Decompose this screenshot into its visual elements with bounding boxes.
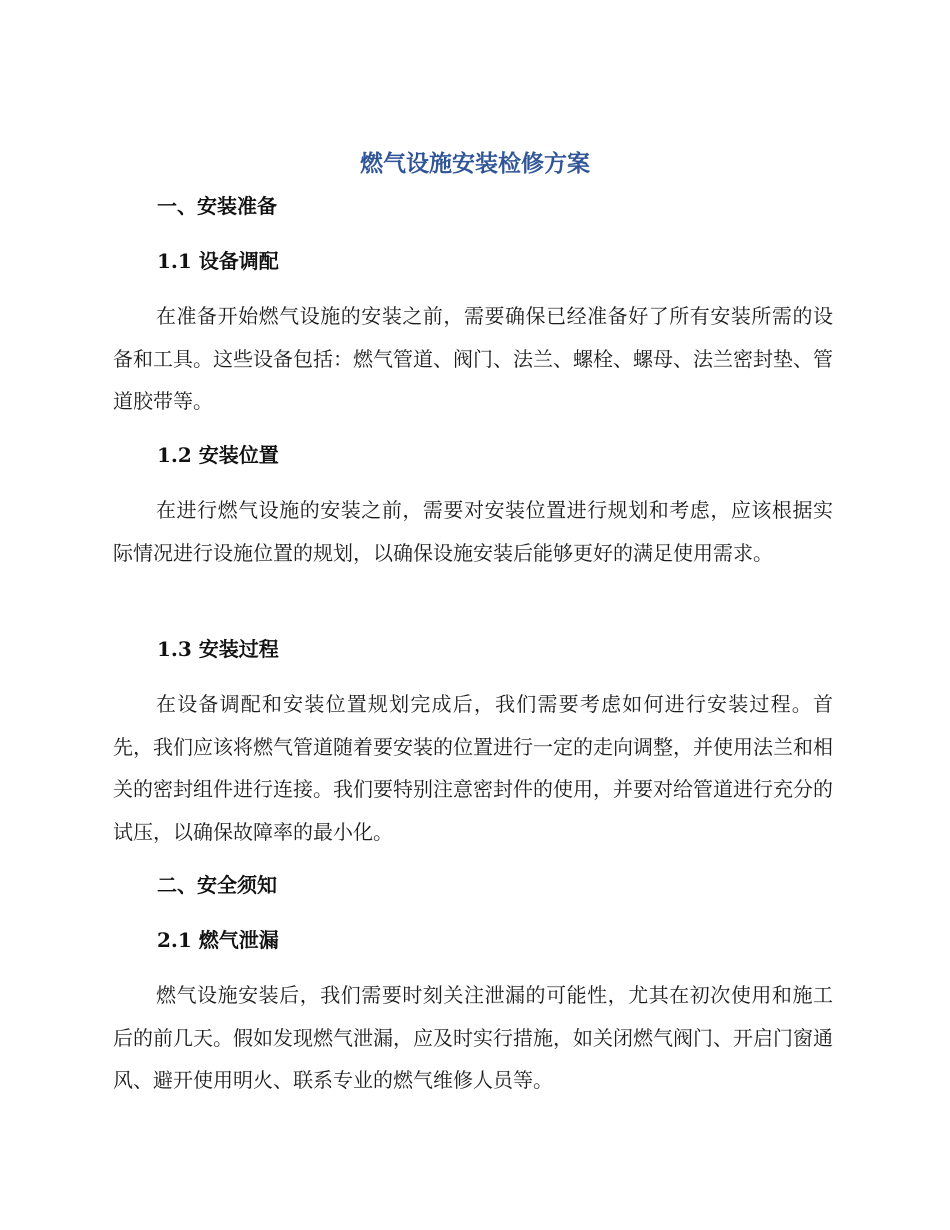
subsection-heading-location: 1.2 安装位置 bbox=[157, 443, 279, 467]
subsection-heading-process: 1.3 安装过程 bbox=[157, 637, 279, 661]
subsection-heading-gas-leak: 2.1 燃气泄漏 bbox=[157, 928, 279, 952]
paragraph-equipment: 在准备开始燃气设施的安装之前，需要确保已经准备好了所有安装所需的设备和工具。这些设备包括：燃气管道、阀门、法兰、螺栓、螺母、法兰密封垫、管道胶带等。 bbox=[113, 304, 833, 413]
paragraph-gas-leak: 燃气设施安装后，我们需要时刻关注泄漏的可能性，尤其在初次使用和施工后的前几天。假如发现燃气泄漏，应及时实行措施，如关闭燃气阀门、开启门窗通风、避开使用明火、联系专业的燃气维修人员等。 bbox=[113, 983, 833, 1092]
subsection-heading-equipment: 1.1 设备调配 bbox=[157, 249, 279, 273]
section-heading-safety: 二、安全须知 bbox=[157, 873, 277, 897]
paragraph-location: 在进行燃气设施的安装之前，需要对安装位置进行规划和考虑，应该根据实际情况进行设施位置的规划，以确保设施安装后能够更好的满足使用需求。 bbox=[113, 498, 833, 565]
document-title: 燃气设施安装检修方案 bbox=[360, 151, 590, 177]
paragraph-process: 在设备调配和安装位置规划完成后，我们需要考虑如何进行安装过程。首先，我们应该将燃气管道随着要安装的位置进行一定的走向调整，并使用法兰和相关的密封组件进行连接。我们要特别注意密封件的使用，并要对给管道进行充分的试压，以确保故障率的最小化。 bbox=[113, 692, 833, 844]
section-heading-installation-prep: 一、安装准备 bbox=[157, 194, 277, 218]
